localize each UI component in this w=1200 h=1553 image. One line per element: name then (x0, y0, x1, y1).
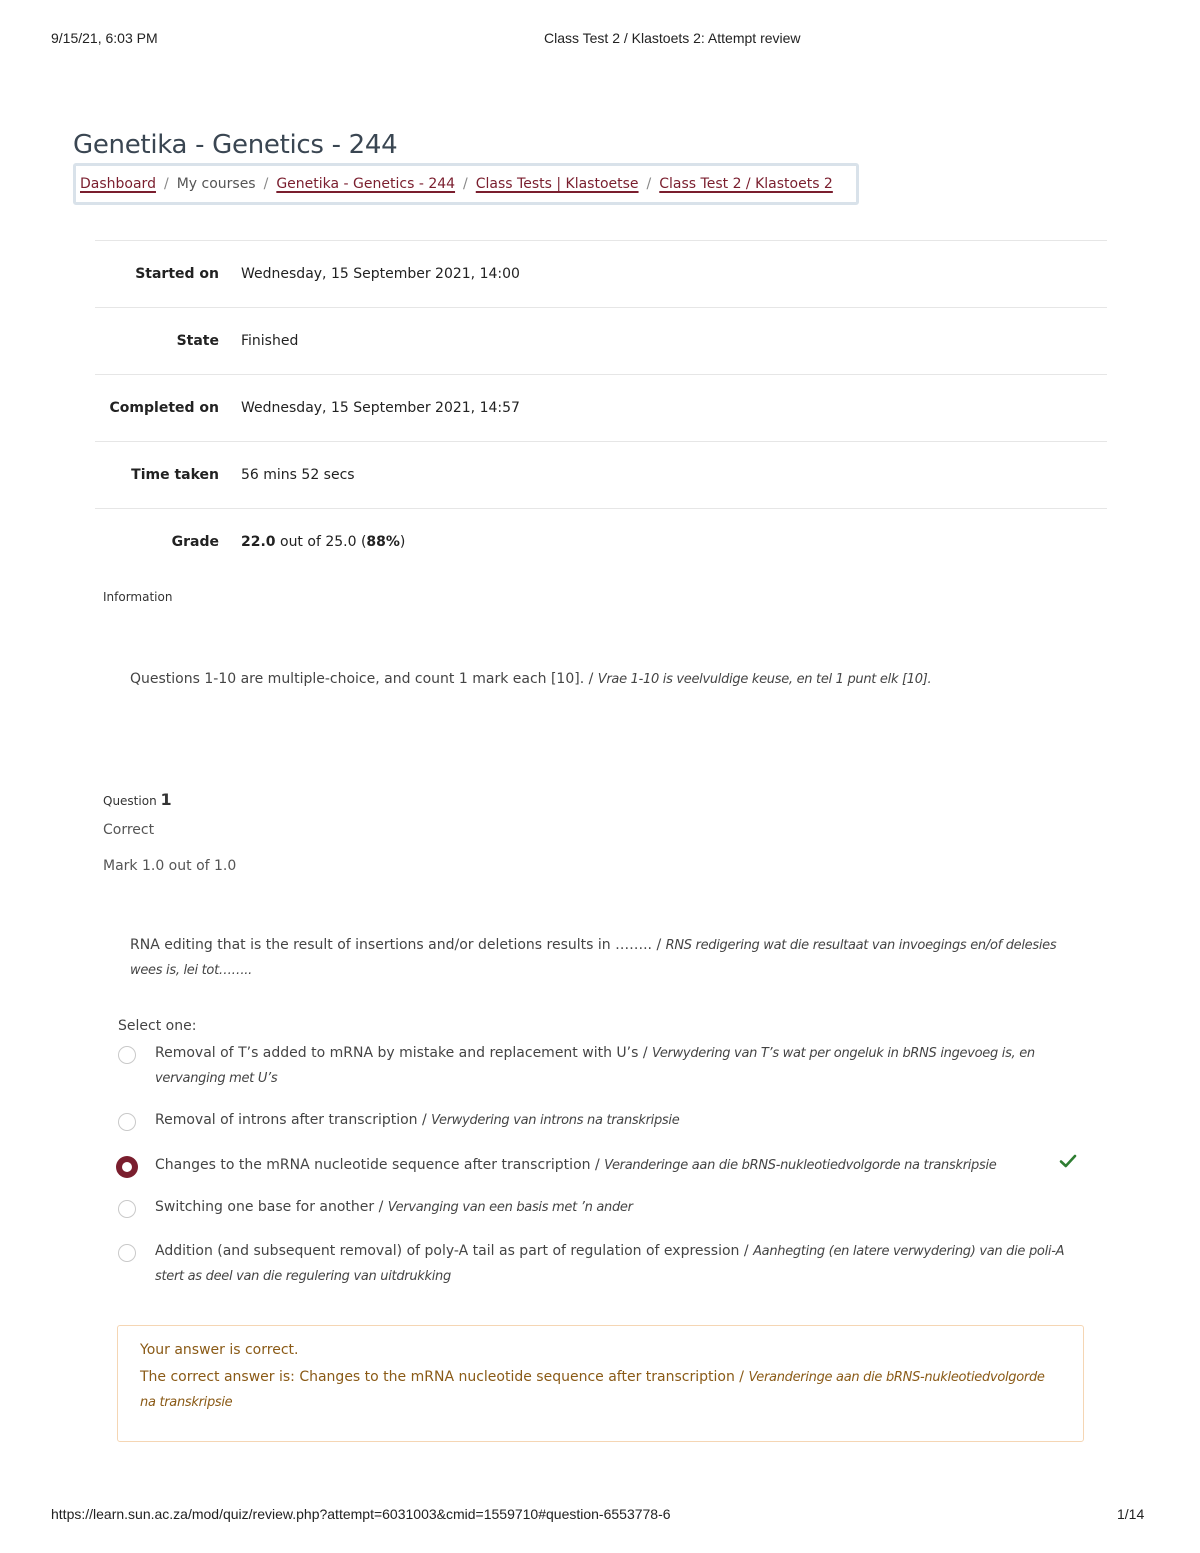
breadcrumb-separator: / (646, 176, 652, 192)
print-doc-title: Class Test 2 / Klastoets 2: Attempt review (544, 30, 801, 46)
answer-option-label (155, 1239, 1078, 1289)
print-url: https://learn.sun.ac.za/mod/quiz/review.php?attempt=6031003&cmid=1559710#question-6553778-6 (51, 1506, 671, 1522)
answer-option-label (155, 1108, 1078, 1133)
attempt-summary-table (95, 240, 1107, 575)
answer-option-af: Verwydering van introns na transkripsie (431, 1113, 680, 1128)
breadcrumb-course-link[interactable]: Genetika - Genetics - 244 (276, 176, 456, 192)
breadcrumb-separator: / (163, 176, 169, 192)
breadcrumb-class-tests-link[interactable]: Class Tests | Klastoetse (475, 176, 639, 192)
question-text-af: RNS redigering wat die resultaat van invoegings en/of delesies wees is, lei tot…….. (130, 938, 1057, 978)
grade-close-paren: ) (399, 534, 406, 550)
answer-option-en: Addition (and subsequent removal) of poly-A tail as part of regulation of expression / (155, 1243, 754, 1259)
answer-option[interactable] (118, 1112, 1078, 1133)
question-number (103, 790, 172, 809)
radio-button[interactable] (118, 1113, 136, 1131)
summary-row-time (95, 441, 1107, 508)
correct-check-icon (1059, 1152, 1077, 1170)
time-taken-value: 56 mins 52 secs (241, 467, 355, 483)
answer-option-af: Vervanging van een basis met ’n ander (387, 1200, 633, 1215)
radio-button-selected[interactable] (116, 1156, 138, 1178)
breadcrumb-my-courses: My courses (176, 176, 256, 192)
answer-option-en: Switching one base for another / (155, 1199, 388, 1215)
completed-label: Completed on (109, 400, 219, 416)
grade-label: Grade (171, 534, 219, 550)
summary-row-grade (95, 508, 1107, 575)
radio-button[interactable] (118, 1200, 136, 1218)
grade-score: 22.0 (241, 534, 276, 550)
grade-out-of: out of 25.0 ( (275, 534, 367, 550)
answer-option[interactable] (118, 1243, 1078, 1289)
grade-percent: 88% (366, 534, 400, 550)
breadcrumb-separator: / (463, 176, 468, 192)
page-title: Genetika - Genetics - 244 (73, 130, 398, 160)
feedback-correct-en: The correct answer is: Changes to the mRNA nucleotide sequence after transcription / (140, 1369, 749, 1385)
breadcrumb-dashboard-link[interactable]: Dashboard (80, 176, 156, 192)
radio-button[interactable] (118, 1046, 136, 1064)
started-value: Wednesday, 15 September 2021, 14:00 (241, 266, 520, 282)
started-label: Started on (135, 266, 219, 282)
question-text-en: RNA editing that is the result of insertions and/or deletions results in …….. / (130, 937, 666, 953)
summary-row-completed (95, 374, 1107, 441)
grade-value (241, 534, 405, 550)
answer-option-af: Veranderinge aan die bRNS-nukleotiedvolgorde na transkripsie (604, 1158, 997, 1173)
breadcrumb (73, 163, 859, 205)
information-text-en: Questions 1-10 are multiple-choice, and count 1 mark each [10]. / (130, 671, 598, 687)
summary-row-started (95, 240, 1107, 307)
completed-value: Wednesday, 15 September 2021, 14:57 (241, 400, 520, 416)
select-one-label: Select one: (118, 1018, 197, 1034)
feedback-box (117, 1325, 1084, 1442)
answer-option-en: Changes to the mRNA nucleotide sequence after transcription / (155, 1157, 605, 1173)
information-label: Information (103, 590, 173, 604)
print-page-number: 1/14 (1117, 1506, 1145, 1522)
information-text (130, 671, 931, 687)
radio-button[interactable] (118, 1244, 136, 1262)
answer-option-en: Removal of introns after transcription / (155, 1112, 432, 1128)
answer-option-label (155, 1153, 1078, 1178)
print-datetime: 9/15/21, 6:03 PM (51, 30, 158, 46)
question-prefix: Question (103, 794, 157, 808)
answer-option-label (155, 1195, 1078, 1220)
feedback-result: Your answer is correct. (140, 1342, 299, 1358)
answer-option[interactable] (118, 1045, 1078, 1091)
breadcrumb-class-test-2-link[interactable]: Class Test 2 / Klastoets 2 (659, 176, 833, 192)
question-state: Correct (103, 822, 155, 838)
answer-option[interactable] (118, 1199, 1078, 1220)
answer-option-af: Verwydering van T’s wat per ongeluk in bRNS ingevoeg is, en vervanging met U’s (155, 1046, 1035, 1086)
answer-option-selected[interactable] (118, 1157, 1078, 1178)
question-text (130, 933, 1085, 983)
question-mark: Mark 1.0 out of 1.0 (103, 858, 237, 874)
breadcrumb-separator: / (263, 176, 269, 192)
state-value: Finished (241, 333, 299, 349)
feedback-correct-answer (140, 1365, 1061, 1415)
answer-option-label (155, 1041, 1078, 1091)
summary-row-state (95, 307, 1107, 374)
question-number-value: 1 (160, 790, 172, 809)
time-taken-label: Time taken (131, 467, 219, 483)
answer-option-en: Removal of T’s added to mRNA by mistake and replacement with U’s / (155, 1045, 653, 1061)
information-text-af: Vrae 1-10 is veelvuldige keuse, en tel 1 punt elk [10]. (597, 672, 932, 687)
state-label: State (176, 333, 219, 349)
feedback-correct-af: Veranderinge aan die bRNS-nukleotiedvolgorde na transkripsie (140, 1370, 1045, 1410)
answer-option-af: Aanhegting (en latere verwydering) van die poli-A stert as deel van die regulering van uitdrukking (155, 1244, 1065, 1284)
